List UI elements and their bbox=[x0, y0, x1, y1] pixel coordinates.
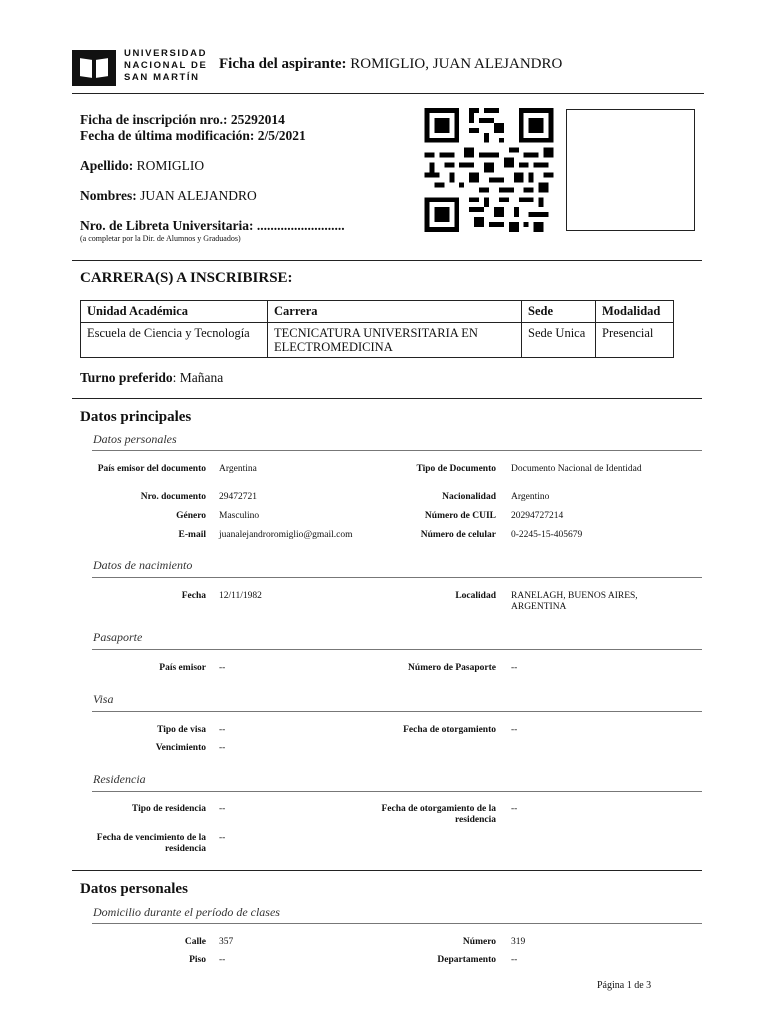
residencia-vencimiento-label: Fecha de vencimiento de la residencia bbox=[96, 833, 206, 854]
nombres-label: Nombres: bbox=[80, 188, 137, 203]
datos-personales-title: Datos personales bbox=[80, 881, 188, 897]
column-header: Sede bbox=[522, 301, 596, 323]
tipo-documento-value: Documento Nacional de Identidad bbox=[511, 464, 642, 474]
celular-value: 0-2245-15-405679 bbox=[511, 530, 583, 540]
divider bbox=[72, 398, 702, 399]
pasaporte-subtitle: Pasaporte bbox=[93, 630, 143, 644]
page-number: Página 1 de 3 bbox=[597, 980, 652, 991]
photo-placeholder bbox=[566, 109, 695, 231]
nombres-value: JUAN ALEJANDRO bbox=[136, 188, 257, 203]
nacimiento-subtitle: Datos de nacimiento bbox=[93, 558, 193, 572]
apellido-label: Apellido: bbox=[80, 158, 134, 173]
nombres-row bbox=[80, 188, 410, 204]
piso-label: Piso bbox=[189, 955, 206, 965]
divider bbox=[92, 791, 702, 792]
calle-label: Calle bbox=[184, 937, 206, 947]
last-modified-date: Fecha de última modificación: 2/5/2021 bbox=[80, 128, 306, 143]
divider bbox=[92, 450, 702, 451]
divider bbox=[92, 923, 702, 924]
table-cell: Sede Unica bbox=[522, 323, 596, 358]
celular-label: Número de celular bbox=[420, 530, 496, 540]
careers-title: CARRERA(S) A INSCRIBIRSE: bbox=[80, 270, 293, 286]
university-line-3: SAN MARTÍN bbox=[124, 72, 200, 83]
visa-otorgamiento-label: Fecha de otorgamiento bbox=[403, 725, 496, 735]
numero-value: 319 bbox=[511, 937, 526, 947]
datos-principales-title: Datos principales bbox=[80, 409, 192, 425]
inscription-block bbox=[80, 112, 410, 243]
university-line-1: UNIVERSIDAD bbox=[124, 48, 208, 59]
departamento-label: Departamento bbox=[437, 955, 496, 965]
divider bbox=[72, 870, 702, 871]
turno-value: : Mañana bbox=[172, 370, 224, 385]
divider bbox=[72, 260, 702, 261]
table-row bbox=[81, 323, 674, 358]
applicant-name: ROMIGLIO, JUAN ALEJANDRO bbox=[350, 56, 563, 72]
apellido-row bbox=[80, 158, 410, 174]
careers-table bbox=[80, 300, 674, 358]
visa-otorgamiento-value: -- bbox=[511, 725, 518, 735]
table-cell: TECNICATURA UNIVERSITARIA EN ELECTROMEDICINA bbox=[268, 323, 522, 358]
nro-documento-value: 29472721 bbox=[219, 492, 257, 502]
tipo-visa-label: Tipo de visa bbox=[157, 725, 206, 735]
residencia-vencimiento-value: -- bbox=[219, 833, 226, 843]
nacionalidad-value: Argentino bbox=[511, 492, 550, 502]
pasaporte-pais-label: País emisor bbox=[159, 663, 206, 673]
tipo-residencia-label: Tipo de residencia bbox=[131, 804, 206, 814]
visa-subtitle: Visa bbox=[93, 692, 114, 706]
visa-vencimiento-label: Vencimiento bbox=[155, 743, 206, 753]
libreta-note: (a completar por la Dir. de Alumnos y Graduados) bbox=[80, 234, 241, 243]
residencia-subtitle: Residencia bbox=[93, 772, 146, 786]
localidad-value: RANELAGH, BUENOS AIRES, ARGENTINA bbox=[511, 591, 638, 612]
tipo-visa-value: -- bbox=[219, 725, 226, 735]
email-value: juanalejandroromiglio@gmail.com bbox=[219, 530, 353, 540]
cuil-label: Número de CUIL bbox=[424, 511, 496, 521]
page-header bbox=[72, 44, 704, 94]
page-title bbox=[219, 56, 562, 73]
nacionalidad-label: Nacionalidad bbox=[442, 492, 496, 502]
ficha-number: Ficha de inscripción nro.: 25292014 bbox=[80, 112, 285, 127]
turno-label: Turno preferido bbox=[80, 370, 173, 385]
genero-value: Masculino bbox=[219, 511, 260, 521]
turno-preferido bbox=[80, 370, 223, 386]
fecha-nacimiento-label: Fecha bbox=[181, 591, 206, 601]
column-header: Unidad Académica bbox=[81, 301, 268, 323]
visa-vencimiento-value: -- bbox=[219, 743, 226, 753]
title-label: Ficha del aspirante: bbox=[219, 56, 347, 72]
fecha-nacimiento-value: 12/11/1982 bbox=[219, 591, 262, 601]
column-header: Carrera bbox=[268, 301, 522, 323]
qr-code-icon bbox=[424, 108, 554, 232]
piso-value: -- bbox=[219, 955, 226, 965]
nro-documento-label: Nro. documento bbox=[140, 492, 206, 502]
numero-label: Número bbox=[462, 937, 496, 947]
university-line-2: NACIONAL DE bbox=[124, 60, 208, 71]
table-header-row bbox=[81, 301, 674, 323]
tipo-residencia-value: -- bbox=[219, 804, 226, 814]
datos-personales-subtitle: Datos personales bbox=[93, 432, 177, 446]
localidad-label: Localidad bbox=[455, 591, 496, 601]
pasaporte-numero-label: Número de Pasaporte bbox=[408, 663, 496, 673]
pais-emisor-value: Argentina bbox=[219, 464, 257, 474]
pasaporte-numero-value: -- bbox=[511, 663, 518, 673]
domicilio-subtitle: Domicilio durante el período de clases bbox=[93, 905, 280, 919]
table-cell: Presencial bbox=[596, 323, 674, 358]
table-cell: Escuela de Ciencia y Tecnología bbox=[81, 323, 268, 358]
pais-emisor-label: País emisor del documento bbox=[97, 464, 206, 474]
libreta-line: Nro. de Libreta Universitaria: .......................... bbox=[80, 218, 345, 233]
divider bbox=[92, 577, 702, 578]
tipo-documento-label: Tipo de Documento bbox=[416, 464, 496, 474]
column-header: Modalidad bbox=[596, 301, 674, 323]
residencia-otorgamiento-label: Fecha de otorgamiento de la residencia bbox=[381, 804, 496, 825]
apellido-value: ROMIGLIO bbox=[133, 158, 205, 173]
pasaporte-pais-value: -- bbox=[219, 663, 226, 673]
residencia-otorgamiento-value: -- bbox=[511, 804, 518, 814]
divider bbox=[92, 649, 702, 650]
university-name bbox=[124, 48, 207, 84]
genero-label: Género bbox=[176, 511, 206, 521]
email-label: E-mail bbox=[178, 530, 206, 540]
calle-value: 357 bbox=[219, 937, 234, 947]
divider bbox=[92, 711, 702, 712]
cuil-value: 20294727214 bbox=[511, 511, 564, 521]
university-logo-icon bbox=[72, 50, 116, 86]
departamento-value: -- bbox=[511, 955, 518, 965]
